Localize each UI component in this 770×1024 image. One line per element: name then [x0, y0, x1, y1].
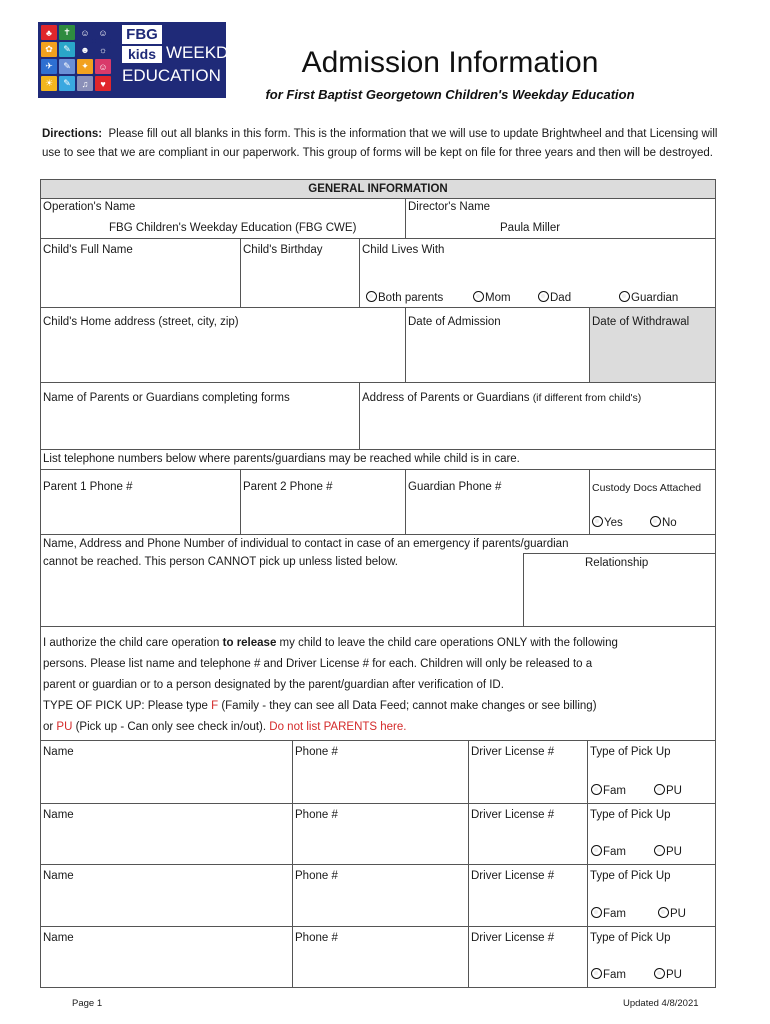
logo-tile-icon: ☺: [77, 25, 93, 40]
pickup-fam-label: Fam: [603, 969, 626, 981]
radio-icon: [538, 291, 549, 302]
pickup-type-field: [587, 740, 716, 804]
child-full-name-label: Child's Full Name: [43, 244, 133, 256]
lives-dad-label: Dad: [550, 292, 572, 304]
logo-fbg-text: FBG: [122, 25, 162, 44]
authorize-line4-b: (Family - they can see all Data Feed; cannot make changes or see billing): [218, 700, 597, 712]
authorize-block: [40, 626, 716, 741]
pickup-phone-field[interactable]: [292, 740, 469, 804]
logo-education-text: EDUCATION: [122, 66, 221, 85]
directors-name-label: Director's Name: [408, 201, 491, 213]
page-number: Page 1: [72, 998, 103, 1009]
pickup-phone-label: Phone #: [295, 809, 338, 821]
logo-tile-icon: ✎: [59, 59, 75, 74]
pickup-phone-label: Phone #: [295, 932, 338, 944]
directions-body: Please fill out all blanks in this form. This is the information that we will use to update Brightwheel and that Licensing will use to see that we are compliant in our paperwork. This group of forms will be kept on file for three years and then will be destroyed.: [42, 128, 718, 159]
custody-yes-option[interactable]: [592, 516, 623, 529]
authorize-line4-f: F: [211, 700, 219, 712]
authorize-line4-a: TYPE OF PICK UP: Please type: [43, 700, 212, 712]
child-lives-with-field: [359, 238, 716, 308]
logo-tile-icon: ☺: [95, 59, 111, 74]
pickup-fam-option[interactable]: [591, 907, 626, 920]
child-birthday-label: Child's Birthday: [243, 244, 323, 256]
parents-address-note: (if different from child's): [532, 392, 642, 404]
pickup-name-label: Name: [43, 809, 74, 821]
date-admission-label: Date of Admission: [408, 316, 501, 328]
page-title: Admission Information: [301, 46, 599, 79]
radio-icon: [654, 845, 665, 856]
authorize-line5-pu: PU: [56, 721, 73, 733]
guardian-phone-label: Guardian Phone #: [408, 481, 502, 493]
pickup-type-field: [587, 926, 716, 988]
pickup-fam-label: Fam: [603, 785, 626, 797]
authorize-line1-bold: to release: [222, 637, 277, 649]
custody-no-label: No: [662, 517, 677, 529]
date-admission-field[interactable]: [405, 307, 590, 383]
parent2-phone-field[interactable]: [240, 469, 406, 535]
operations-name-label: Operation's Name: [43, 201, 136, 213]
logo-tile-icon: ☼: [95, 42, 111, 57]
date-withdrawal-label: Date of Withdrawal: [592, 316, 690, 328]
lives-both-parents-option[interactable]: [366, 291, 443, 304]
pickup-name-field[interactable]: [40, 803, 293, 865]
authorize-line5-a: or: [43, 721, 57, 733]
logo-tile-icon: ♫: [77, 76, 93, 91]
authorize-line4: [43, 696, 597, 717]
authorize-line1-a: I authorize the child care operation: [43, 637, 223, 649]
pickup-license-label: Driver License #: [471, 746, 555, 758]
pickup-pu-option[interactable]: [654, 845, 682, 858]
logo-tile-icon: ♥: [95, 76, 111, 91]
parents-names-label: Name of Parents or Guardians completing forms: [43, 392, 290, 404]
logo-tile-icon: ✦: [77, 59, 93, 74]
directions-label: Directions:: [42, 128, 103, 140]
radio-icon: [473, 291, 484, 302]
lives-both-parents-label: Both parents: [378, 292, 444, 304]
pickup-name-label: Name: [43, 932, 74, 944]
logo-tile-icon: ♣: [41, 25, 57, 40]
pickup-fam-option[interactable]: [591, 845, 626, 858]
authorize-line1: [43, 633, 618, 654]
radio-icon: [366, 291, 377, 302]
pickup-type-label: Type of Pick Up: [590, 932, 671, 944]
pickup-phone-field[interactable]: [292, 926, 469, 988]
pickup-type-label: Type of Pick Up: [590, 870, 671, 882]
pickup-license-label: Driver License #: [471, 870, 555, 882]
pickup-type-label: Type of Pick Up: [590, 746, 671, 758]
pickup-phone-label: Phone #: [295, 746, 338, 758]
radio-icon: [650, 516, 661, 527]
parent1-phone-field[interactable]: [40, 469, 241, 535]
authorize-line1-c: my child to leave the child care operations ONLY with the following: [276, 637, 618, 649]
phones-intro-text: List telephone numbers below where parents/guardians may be reached while child is in care.: [43, 453, 520, 465]
radio-icon: [658, 907, 669, 918]
parents-address-label-wrap: [362, 392, 641, 404]
authorize-line5-b: (Pick up - Can only see check in/out).: [72, 721, 270, 733]
admission-form: [40, 179, 716, 999]
pickup-type-label: Type of Pick Up: [590, 809, 671, 821]
home-address-field[interactable]: [40, 307, 406, 383]
logo-weekday-text: WEEKDAY: [166, 43, 250, 62]
directions-text: [42, 125, 722, 162]
parent1-phone-label: Parent 1 Phone #: [43, 481, 133, 493]
logo-tile-icon: ✈: [41, 59, 57, 74]
lives-guardian-option[interactable]: [619, 291, 678, 304]
lives-mom-option[interactable]: [473, 291, 511, 304]
pickup-name-field[interactable]: [40, 864, 293, 927]
authorize-line5-warning: Do not list PARENTS here.: [269, 721, 407, 733]
parents-address-field[interactable]: [359, 382, 716, 450]
lives-guardian-label: Guardian: [631, 292, 679, 304]
guardian-phone-field[interactable]: [405, 469, 590, 535]
custody-docs-field: [589, 469, 716, 535]
logo-tile-icon: ☺: [95, 25, 111, 40]
pickup-license-field[interactable]: [468, 864, 588, 927]
emergency-contact-field[interactable]: [40, 553, 524, 627]
emergency-line2: cannot be reached. This person CANNOT pick up unless listed below.: [43, 556, 398, 568]
custody-yes-label: Yes: [604, 517, 623, 529]
authorize-line5: [43, 717, 406, 738]
logo-tile-icon: ☻: [77, 42, 93, 57]
pickup-type-field: [587, 803, 716, 865]
pickup-pu-option[interactable]: [654, 968, 682, 981]
pickup-pu-label: PU: [666, 969, 682, 981]
pickup-pu-label: PU: [670, 908, 686, 920]
lives-mom-label: Mom: [485, 292, 511, 304]
pickup-fam-option[interactable]: [591, 968, 626, 981]
child-lives-with-label: Child Lives With: [362, 244, 445, 256]
radio-icon: [654, 968, 665, 979]
pickup-name-label: Name: [43, 746, 74, 758]
page-subtitle: for First Baptist Georgetown Children's Weekday Education: [265, 87, 635, 102]
radio-icon: [654, 784, 665, 795]
child-birthday-field[interactable]: [240, 238, 360, 308]
logo-tile-icon: ✎: [59, 76, 75, 91]
operations-name-value: FBG Children's Weekday Education (FBG CWE): [109, 222, 357, 234]
radio-icon: [619, 291, 630, 302]
parents-address-label: Address of Parents or Guardians: [362, 392, 530, 404]
radio-icon: [591, 907, 602, 918]
logo-icon-grid: [41, 25, 115, 95]
logo-tile-icon: ✎: [59, 42, 75, 57]
pickup-fam-label: Fam: [603, 908, 626, 920]
fbg-logo: [38, 22, 250, 98]
pickup-license-label: Driver License #: [471, 932, 555, 944]
radio-icon: [591, 845, 602, 856]
parent2-phone-label: Parent 2 Phone #: [243, 481, 333, 493]
emergency-heading-row: [40, 534, 716, 554]
directors-name-field[interactable]: [405, 198, 716, 239]
date-withdrawal-field: [589, 307, 716, 383]
parents-names-field[interactable]: [40, 382, 360, 450]
pickup-license-field[interactable]: [468, 926, 588, 988]
pickup-fam-option[interactable]: [591, 784, 626, 797]
directors-name-value: Paula Miller: [500, 222, 561, 234]
pickup-name-field[interactable]: [40, 740, 293, 804]
pickup-phone-field[interactable]: [292, 803, 469, 865]
child-full-name-field[interactable]: [40, 238, 241, 308]
pickup-pu-option[interactable]: [654, 784, 682, 797]
lives-dad-option[interactable]: [538, 291, 571, 304]
pickup-pu-option[interactable]: [658, 907, 686, 920]
authorize-line3: parent or guardian or to a person designated by the parent/guardian after verification of ID.: [43, 679, 504, 691]
custody-no-option[interactable]: [650, 516, 677, 529]
updated-date: Updated 4/8/2021: [623, 998, 699, 1009]
logo-tile-icon: ☀: [41, 76, 57, 91]
pickup-fam-label: Fam: [603, 846, 626, 858]
pickup-license-label: Driver License #: [471, 809, 555, 821]
radio-icon: [592, 516, 603, 527]
pickup-phone-field[interactable]: [292, 864, 469, 927]
custody-docs-label: Custody Docs Attached: [592, 482, 702, 494]
pickup-name-field[interactable]: [40, 926, 293, 988]
pickup-pu-label: PU: [666, 846, 682, 858]
relationship-field[interactable]: [523, 553, 716, 627]
radio-icon: [591, 784, 602, 795]
radio-icon: [591, 968, 602, 979]
authorize-line2: persons. Please list name and telephone # and Driver License # for each. Children will only be released to a: [43, 658, 593, 670]
pickup-license-field[interactable]: [468, 803, 588, 865]
logo-tile-icon: ✝: [59, 25, 75, 40]
general-info-heading: GENERAL INFORMATION: [40, 179, 716, 199]
phones-intro-row: [40, 449, 716, 470]
operations-name-field[interactable]: [40, 198, 406, 239]
logo-kids-text: kids: [122, 46, 162, 63]
relationship-label: Relationship: [585, 557, 649, 569]
pickup-phone-label: Phone #: [295, 870, 338, 882]
pickup-license-field[interactable]: [468, 740, 588, 804]
pickup-pu-label: PU: [666, 785, 682, 797]
pickup-name-label: Name: [43, 870, 74, 882]
emergency-line1: Name, Address and Phone Number of individual to contact in case of an emergency if parents/guardian: [43, 538, 569, 550]
home-address-label: Child's Home address (street, city, zip): [43, 316, 239, 328]
logo-tile-icon: ✿: [41, 42, 57, 57]
pickup-type-field: [587, 864, 716, 927]
